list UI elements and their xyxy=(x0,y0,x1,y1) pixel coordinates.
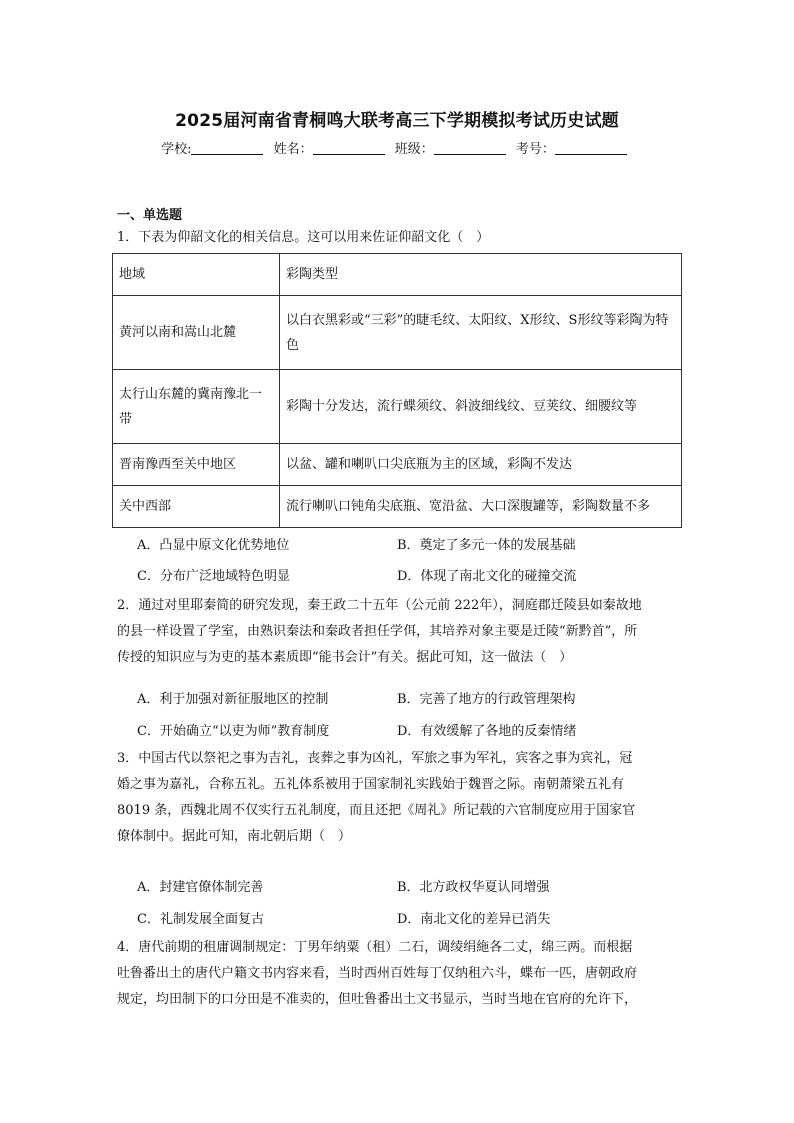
question-4-line: 规定，均田制下的口分田是不准卖的，但吐鲁番出土文书显示，当时当地在官府的允许下， xyxy=(117,992,638,1007)
exam-number-label: 考号： xyxy=(515,142,555,157)
class-label: 班级： xyxy=(394,142,434,157)
question-2-line: 2．通过对里耶秦简的研究发现，秦王政二十五年（公元前 222年），洞庭郡迁陵县如秦故地 xyxy=(117,598,642,613)
section-heading: 一、单选题 xyxy=(117,208,183,223)
table-cell: 太行山东麓的冀南豫北一带 xyxy=(113,370,280,444)
table-cell: 晋南豫西至关中地区 xyxy=(113,444,280,486)
question-3-line: 僚体制中。据此可知，南北朝后期（ ） xyxy=(117,829,352,844)
option-c[interactable]: C．分布广泛地域特色明显 xyxy=(137,569,290,584)
name-blank[interactable] xyxy=(313,140,385,155)
option-d[interactable]: D．南北文化的差异已消失 xyxy=(397,912,551,927)
table-row xyxy=(113,370,682,444)
option-b[interactable]: B．完善了地方的行政管理架构 xyxy=(397,692,576,707)
question-3-line: 8019 条，西魏北周不仅实行五礼制度，而且还把《周礼》所记载的六官制度应用于国家官 xyxy=(117,803,636,818)
table-cell: 流行喇叭口钝角尖底瓶、宽沿盆、大口深腹罐等，彩陶数量不多 xyxy=(280,486,682,528)
table-cell: 黄河以南和嵩山北麓 xyxy=(113,296,280,370)
table-cell: 彩陶十分发达，流行蝶须纹、斜波细线纹、豆荚纹、细腰纹等 xyxy=(280,370,682,444)
option-d[interactable]: D．有效缓解了各地的反秦情绪 xyxy=(397,724,577,739)
question-2-line: 的县一样设置了学室，由熟识秦法和秦政者担任学佴，其培养对象主要是迁陵“新黔首”，所 xyxy=(117,624,638,639)
option-d[interactable]: D．体现了南北文化的碰撞交流 xyxy=(397,569,577,584)
question-4-line: 4．唐代前期的租庸调制规定：丁男年纳粟（租）二石，调绫绢絁各二丈，绵三两。而根据 xyxy=(117,940,633,955)
table-cell: 关中西部 xyxy=(113,486,280,528)
question-3-line: 3．中国古代以祭祀之事为吉礼，丧葬之事为凶礼，军旅之事为军礼，宾客之事为宾礼，冠 xyxy=(117,751,633,766)
question-4-line: 吐鲁番出土的唐代户籍文书内容来看，当时西州百姓每丁仅纳租六斗，蝶布一匹，唐朝政府 xyxy=(117,966,638,981)
option-c[interactable]: C．礼制发展全面复古 xyxy=(137,912,264,927)
exam-number-blank[interactable] xyxy=(555,140,627,155)
exam-title: 2025届河南省青桐鸣大联考高三下学期模拟考试历史试题 xyxy=(175,111,619,131)
question-1-stem xyxy=(117,225,685,251)
class-blank[interactable] xyxy=(434,140,506,155)
option-c[interactable]: C．开始确立“以吏为师”教育制度 xyxy=(137,724,330,739)
question-1-text: 1．下表为仰韶文化的相关信息。这可以用来佐证仰韶文化（ ） xyxy=(117,230,490,245)
table-row xyxy=(113,486,682,528)
option-a[interactable]: A．利于加强对新征服地区的控制 xyxy=(137,692,329,707)
question-4-stem xyxy=(117,935,685,1013)
school-blank[interactable] xyxy=(191,140,263,155)
school-label: 学校: xyxy=(161,142,192,157)
option-a[interactable]: A．封建官僚体制完善 xyxy=(137,880,264,895)
student-info-line xyxy=(0,138,794,157)
question-2-stem xyxy=(117,593,685,671)
table-header-cell: 彩陶类型 xyxy=(280,254,682,296)
option-b[interactable]: B．奠定了多元一体的发展基础 xyxy=(397,538,576,553)
table-cell: 以盆、罐和喇叭口尖底瓶为主的区域，彩陶不发达 xyxy=(280,444,682,486)
table-header-cell: 地域 xyxy=(113,254,280,296)
table-row xyxy=(113,296,682,370)
table-header-row xyxy=(113,254,682,296)
question-3-line: 婚之事为嘉礼，合称五礼。五礼体系被用于国家制礼实践始于魏晋之际。南朝萧梁五礼有 xyxy=(117,777,625,792)
question-2-line: 传授的知识应与为吏的基本素质即“能书会计”有关。据此可知，这一做法（ ） xyxy=(117,650,573,665)
name-label: 姓名： xyxy=(273,142,313,157)
table-row xyxy=(113,444,682,486)
question-3-stem xyxy=(117,746,685,850)
option-b[interactable]: B．北方政权华夏认同增强 xyxy=(397,880,550,895)
table-cell: 以白衣黑彩或“三彩”的睫毛纹、太阳纹、X形纹、S形纹等彩陶为特色 xyxy=(280,296,682,370)
yangshao-info-table xyxy=(112,253,682,528)
option-a[interactable]: A．凸显中原文化优势地位 xyxy=(137,538,290,553)
